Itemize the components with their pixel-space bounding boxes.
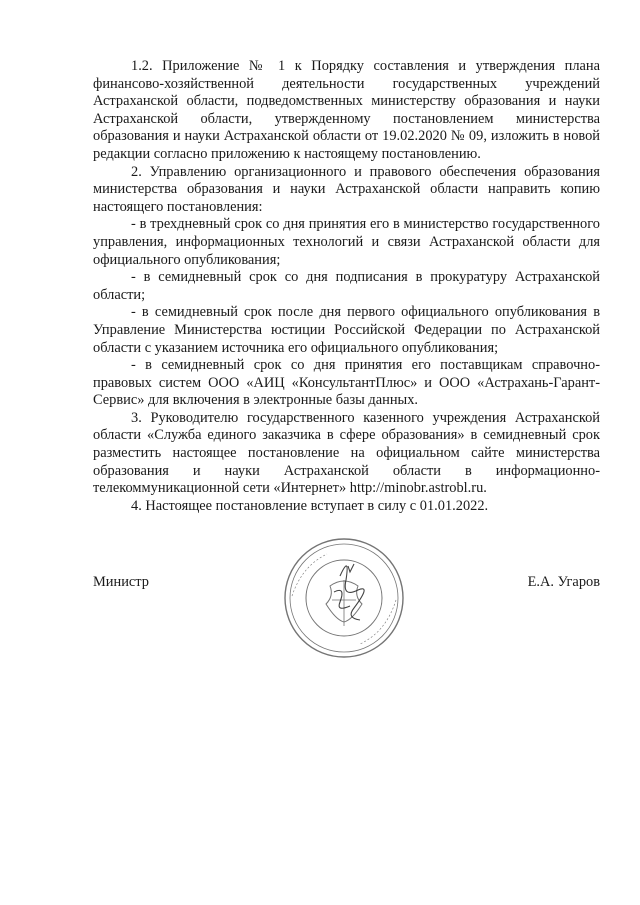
paragraph-4: 4. Настоящее постановление вступает в силу с 01.01.2022.	[131, 497, 489, 514]
paragraph-2-item-2: - в семидневный срок со дня подписания в прокуратуру Астраханской области;	[93, 269, 600, 303]
paragraph-2: 2. Управлению организационного и правового обеспечения образования министерства образования и науки Астраханской области направить копию настоящего постановления:	[93, 163, 600, 215]
paragraph-2-item-3: - в семидневный срок после дня первого официального опубликования в Управление Министерства юстиции Российской Федерации по Астраханской области с указанием источника его официального опубликования;	[93, 304, 600, 356]
signatory-name: Е.А. Угаров	[527, 574, 600, 590]
paragraph-1-2: 1.2. Приложение № 1 к Порядку составления и утверждения плана финансово-хозяйственной деятельности государственных учреждений Астраханской области, подведомственных министерству образования и науки Астраханской области, утвержденному постановлением министерства образования и науки Астраханской области от 19.02.2020 № 09, изложить в новой редакции согласно приложению к настоящему постановлению.	[93, 58, 600, 162]
paragraph-2-item-1: - в трехдневный срок со дня принятия его в министерство государственного управления, информационных технологий и связи Астраханской области для официального опубликования;	[93, 216, 600, 268]
paragraph-2-item-4: - в семидневный срок со дня принятия его поставщикам справочно-правовых систем ООО «АИЦ «КонсультантПлюс» и ООО «Астрахань-Гарант-Сервис» для включения в электронные базы данных.	[93, 357, 600, 409]
official-seal-icon	[282, 536, 406, 660]
signatory-position: Министр	[93, 574, 149, 590]
paragraph-3: 3. Руководителю государственного казенного учреждения Астраханской области «Служба единого заказчика в сфере образования» в семидневный срок разместить настоящее постановление на официальном сайте министерства образования и науки Астраханской области в информационно-телекоммуникационной сети «Интернет» http://minobr.astrobl.ru.	[93, 409, 600, 497]
document-body	[93, 58, 600, 515]
